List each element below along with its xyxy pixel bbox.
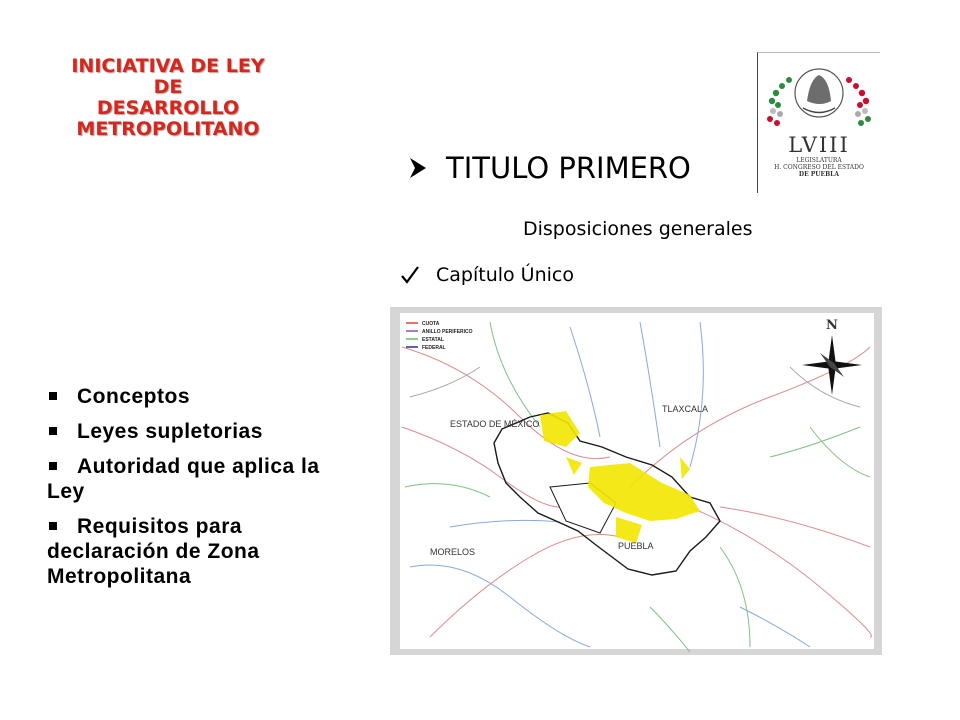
list-item-text: Conceptos <box>77 385 191 408</box>
list-item <box>47 419 347 444</box>
section-heading <box>408 146 691 190</box>
square-bullet-icon <box>49 462 57 470</box>
legislature-label: LEGISLATURA <box>796 157 842 164</box>
square-bullet-icon <box>49 427 57 435</box>
congress-label: H. CONGRESO DEL ESTADO <box>774 164 864 171</box>
legend-item: ESTATAL <box>422 337 444 343</box>
legislature-numeral: LVIII <box>788 133 850 157</box>
title-line: DE <box>153 76 183 98</box>
presentation-title <box>48 56 288 140</box>
list-item <box>47 384 347 409</box>
chapter-text: Capítulo Único <box>436 264 574 286</box>
title-line: DESARROLLO <box>96 97 240 119</box>
title-line: INICIATIVA DE LEY <box>71 55 265 77</box>
state-label: DE PUEBLA <box>798 171 840 178</box>
legend-item: FEDERAL <box>422 345 446 351</box>
square-bullet-icon <box>49 522 57 530</box>
square-bullet-icon <box>49 392 57 400</box>
list-item-text: Autoridad que aplica la Ley <box>47 455 320 503</box>
topic-list <box>47 384 347 599</box>
region-label-puebla: PUEBLA <box>618 541 654 551</box>
arrow-bullet-icon <box>408 156 428 180</box>
section-heading-text: TITULO PRIMERO <box>446 151 691 185</box>
title-line: METROPOLITANO <box>76 118 260 140</box>
list-item-text: Leyes supletorias <box>77 420 263 443</box>
list-item-text: Requisitos para declaración de Zona Metropolitana <box>47 515 260 588</box>
congress-logo <box>757 52 880 193</box>
legend-item: ANILLO PERIFERICO <box>422 329 473 335</box>
chapter-item <box>400 264 574 286</box>
legend-item: CUOTA <box>422 321 440 327</box>
list-item <box>47 514 347 589</box>
region-label-tlaxcala: TLAXCALA <box>662 404 709 414</box>
map-graphic <box>390 307 882 655</box>
metropolitan-map <box>390 307 882 655</box>
section-subheading: Disposiciones generales <box>523 218 753 240</box>
north-label: N <box>826 318 838 333</box>
checkmark-icon <box>400 265 420 285</box>
region-label-morelos: MORELOS <box>430 547 476 557</box>
region-label-estado-mexico: ESTADO DE MÉXICO <box>450 419 540 429</box>
list-item <box>47 454 347 504</box>
